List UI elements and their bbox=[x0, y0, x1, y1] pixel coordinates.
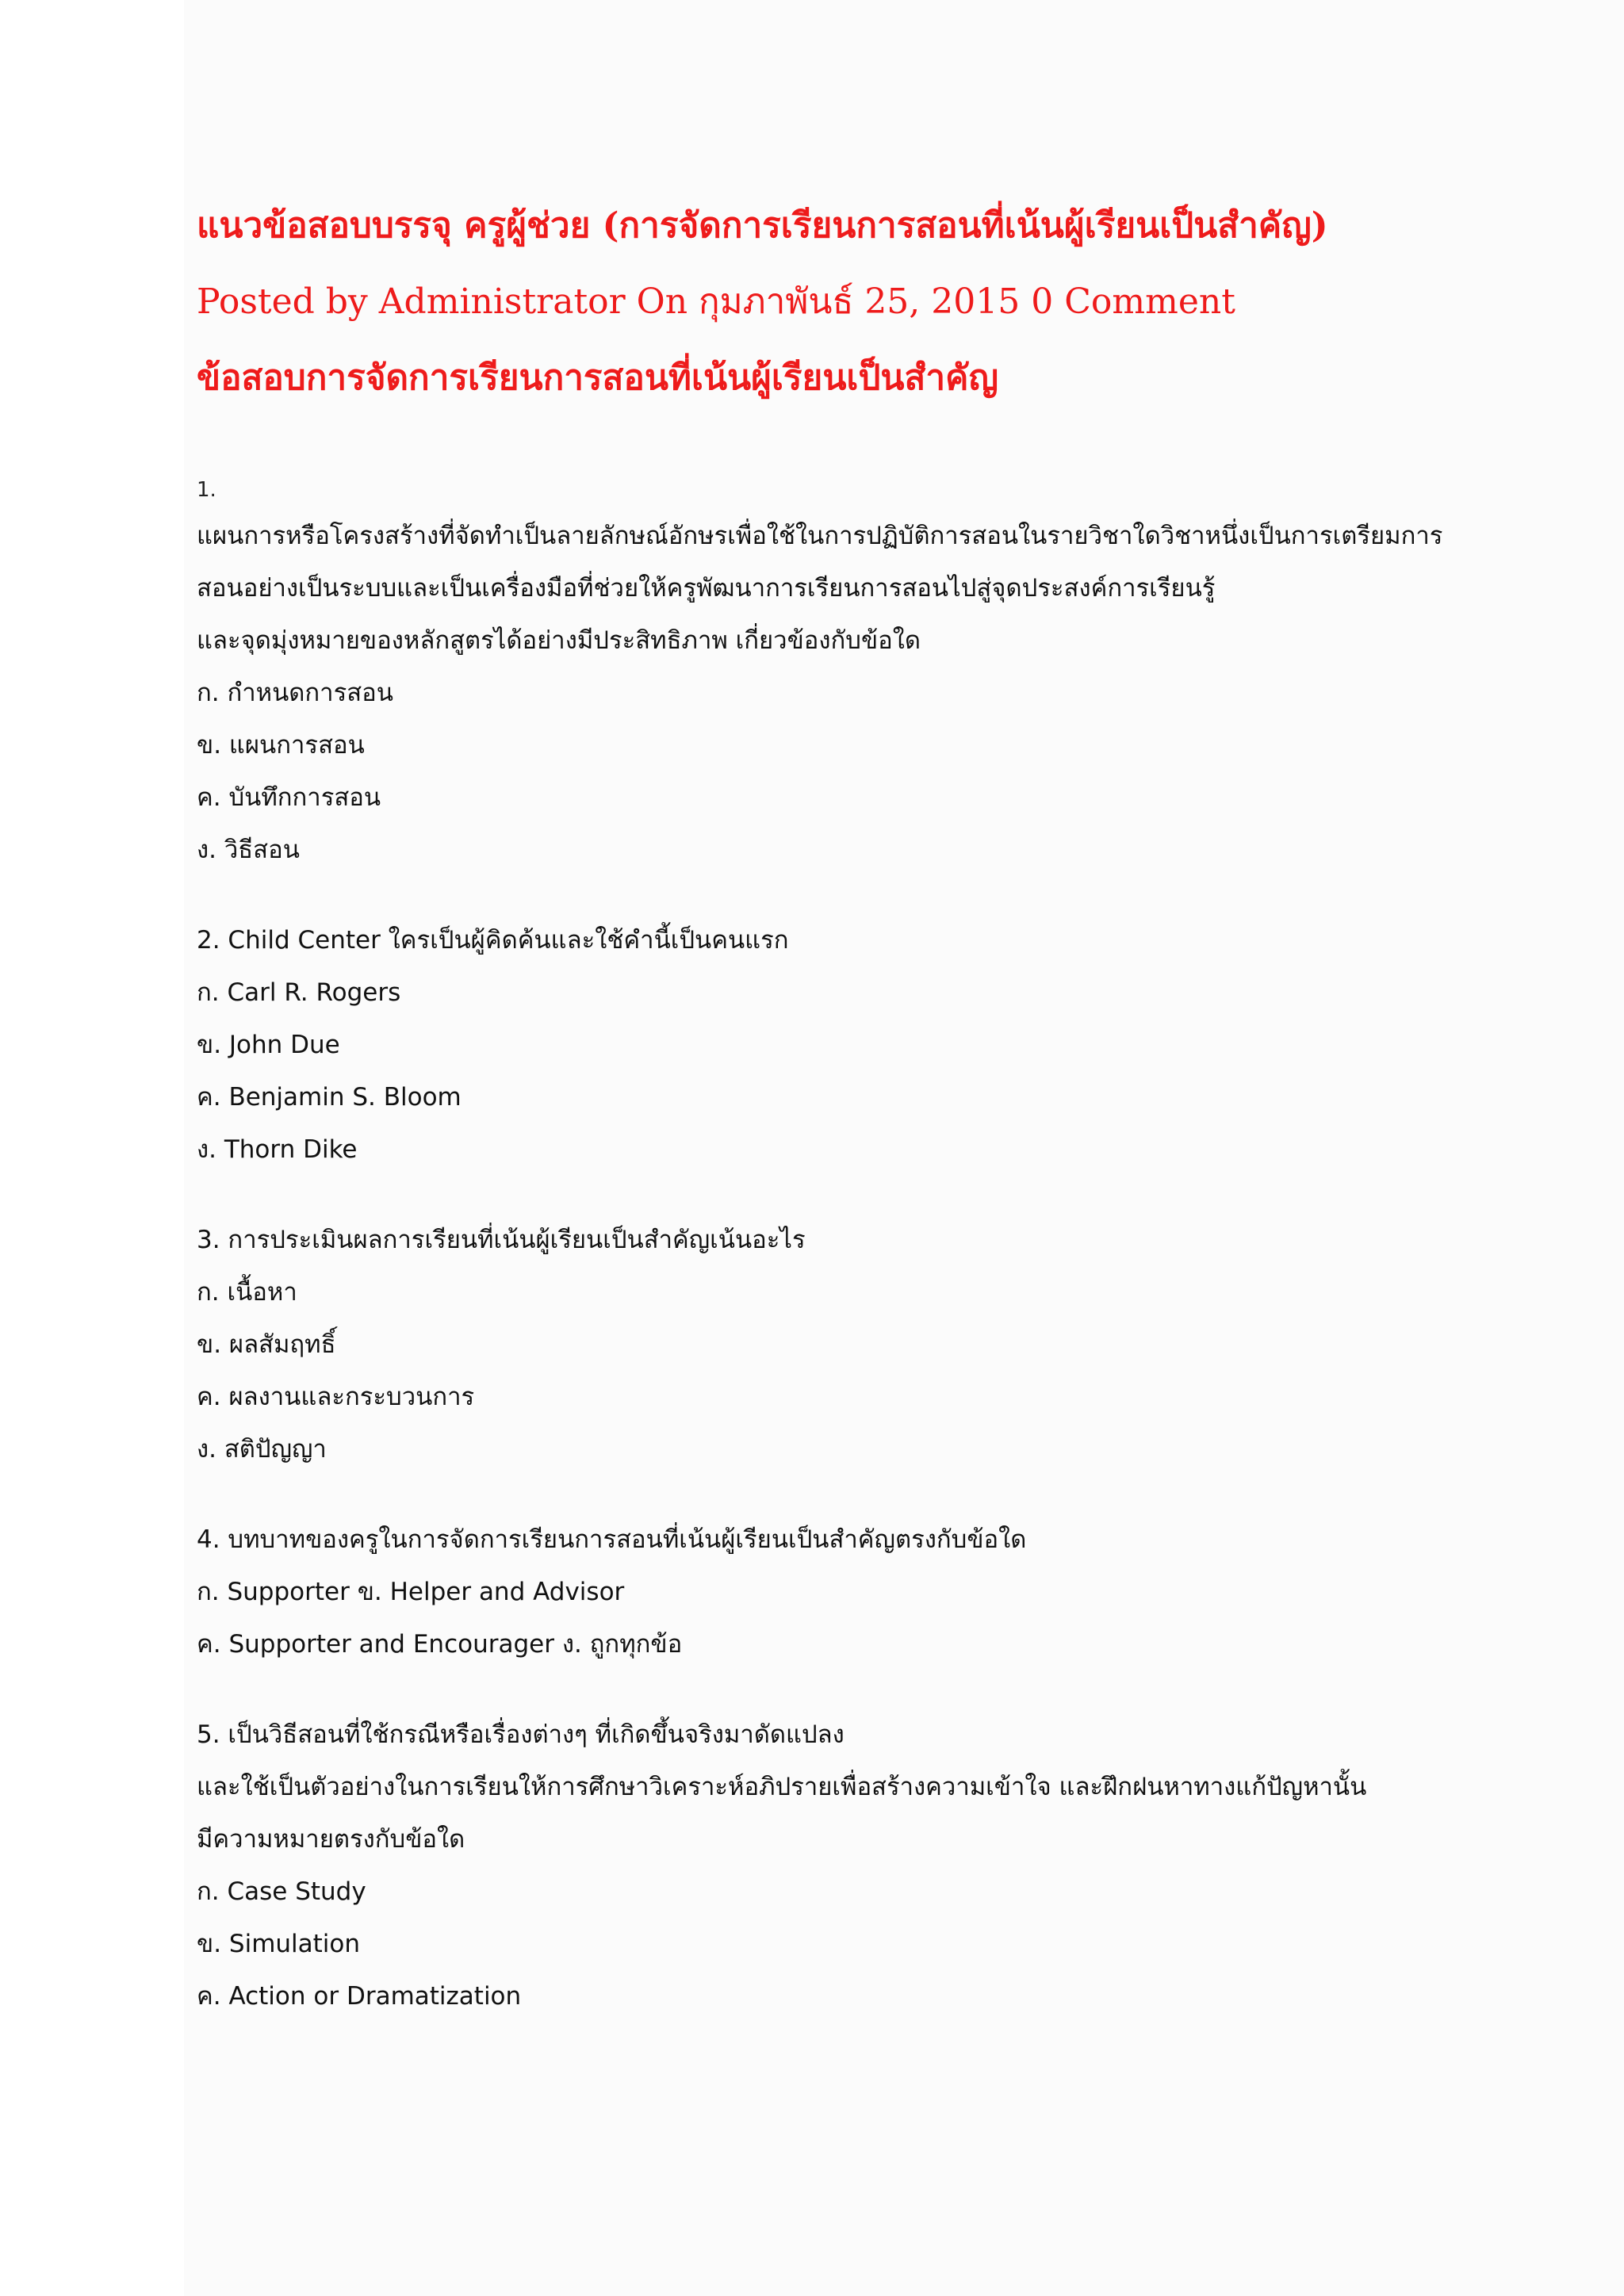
answer-option: ค. Action or Dramatization bbox=[197, 1982, 522, 2011]
question-3 bbox=[197, 1214, 1465, 1475]
question-text-line: และจุดมุ่งหมายของหลักสูตรได้อย่างมีประสิทธิภาพ เกี่ยวข้องกับข้อใด bbox=[197, 626, 921, 655]
question-5 bbox=[197, 1709, 1465, 2022]
question-text-line: 4. บทบาทของครูในการจัดการเรียนการสอนที่เน้นผู้เรียนเป็นสำคัญตรงกับข้อใด bbox=[197, 1525, 1027, 1554]
answer-option: ค. บันทึกการสอน bbox=[197, 783, 381, 812]
question-text-line: และใช้เป็นตัวอย่างในการเรียนให้การศึกษาวิเคราะห์อภิปรายเพื่อสร้างความเข้าใจ และฝึกฝนหาทางแก้ปัญหานั้น bbox=[197, 1773, 1367, 1801]
question-text-line: สอนอย่างเป็นระบบและเป็นเครื่องมือที่ช่วยให้ครูพัฒนาการเรียนการสอนไปสู่จุดประสงค์การเรียนรู้ bbox=[197, 574, 1216, 603]
page-subtitle: ข้อสอบการจัดการเรียนการสอนที่เน้นผู้เรียนเป็นสำคัญ bbox=[197, 358, 998, 398]
question-4 bbox=[197, 1513, 1465, 1670]
answer-option: ก. เนื้อหา bbox=[197, 1278, 297, 1307]
answer-option: ก. Carl R. Rogers bbox=[197, 978, 401, 1007]
answer-option: ก. Supporter ข. Helper and Advisor bbox=[197, 1578, 625, 1606]
question-list bbox=[197, 470, 1465, 2022]
answer-option: ง. Thorn Dike bbox=[197, 1135, 358, 1164]
question-text-line: แผนการหรือโครงสร้างที่จัดทำเป็นลายลักษณ์อักษรเพื่อใช้ในการปฏิบัติการสอนในรายวิชาใดวิชาหนึ่งเป็นการเตรียมการ bbox=[197, 522, 1443, 550]
answer-option: ก. กำหนดการสอน bbox=[197, 679, 393, 707]
answer-option: ข. John Due bbox=[197, 1031, 340, 1059]
post-meta: Posted by Administrator On กุมภาพันธ์ 25, 2015 0 Comment bbox=[197, 281, 1235, 322]
answer-option: ค. ผลงานและกระบวนการ bbox=[197, 1383, 475, 1411]
answer-option: ข. แผนการสอน bbox=[197, 731, 365, 760]
question-text-line: มีความหมายตรงกับข้อใด bbox=[197, 1825, 465, 1854]
answer-option: ก. Case Study bbox=[197, 1877, 366, 1906]
question-text-line: 3. การประเมินผลการเรียนที่เน้นผู้เรียนเป็นสำคัญเน้นอะไร bbox=[197, 1226, 806, 1254]
answer-option: ข. ผลสัมฤทธิ์ bbox=[197, 1330, 336, 1359]
question-number: 1. bbox=[197, 478, 216, 502]
document-page bbox=[197, 202, 1465, 2061]
answer-option: ง. สติปัญญา bbox=[197, 1435, 327, 1464]
answer-option: ง. วิธีสอน bbox=[197, 836, 300, 864]
page-title: แนวข้อสอบบรรจุ ครูผู้ช่วย (การจัดการเรียนการสอนที่เน้นผู้เรียนเป็นสำคัญ) bbox=[197, 205, 1328, 246]
question-text-line: 5. เป็นวิธีสอนที่ใช้กรณีหรือเรื่องต่างๆ ที่เกิดขึ้นจริงมาดัดแปลง bbox=[197, 1720, 845, 1749]
question-1 bbox=[197, 470, 1465, 876]
answer-option: ค. Supporter and Encourager ง. ถูกทุกข้อ bbox=[197, 1630, 683, 1659]
question-2 bbox=[197, 914, 1465, 1176]
answer-option: ค. Benjamin S. Bloom bbox=[197, 1083, 462, 1112]
question-text-line: 2. Child Center ใครเป็นผู้คิดค้นและใช้คำนี้เป็นคนแรก bbox=[197, 926, 789, 955]
answer-option: ข. Simulation bbox=[197, 1930, 361, 1958]
